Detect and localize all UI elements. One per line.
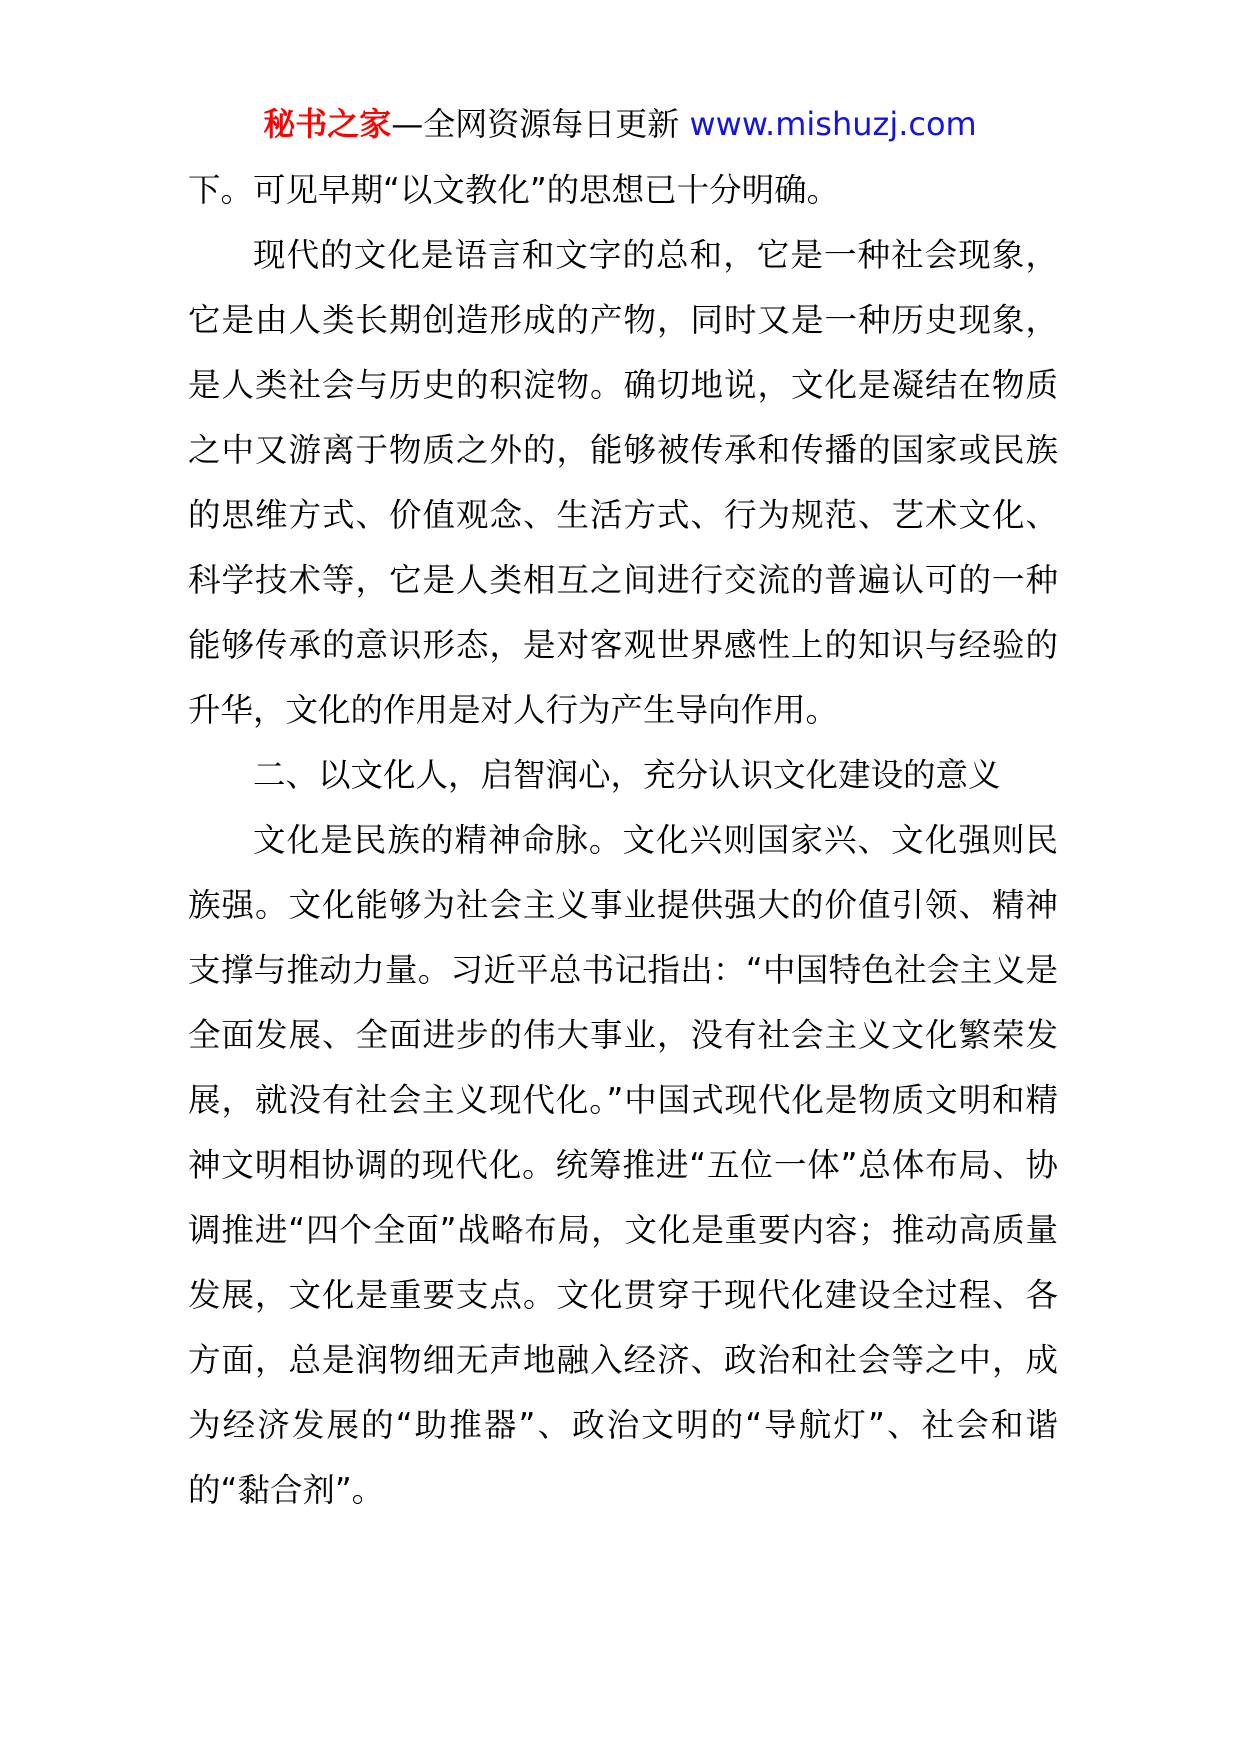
paragraph-continuation: 下。可见早期“以文教化”的思想已十分明确。 <box>188 171 840 209</box>
paragraph-culture-lifeline: 文化是民族的精神命脉。文化兴则国家兴、文化强则民族强。文化能够为社会主义事业提供强大的价值引领、精神支撑与推动力量。习近平总书记指出：“中国特色社会主义是全面发展、全面进步的伟大事业，没有社会主义文化繁荣发展，就没有社会主义现代化。”中国式现代化是物质文明和精神文明相协调的现代化。统筹推进“五位一体”总体布局、协调推进“四个全面”战略布局，文化是重要内容；推动高质量发展，文化是重要支点。文化贯穿于现代化建设全过程、各方面，总是润物细无声地融入经济、政治和社会等之中，成为经济发展的“助推器”、政治文明的“导航灯”、社会和谐的“黏合剂”。 <box>188 821 1058 1509</box>
header-brand: 秘书之家 <box>263 105 392 143</box>
section-heading: 二、以文化人，启智润心，充分认识文化建设的意义 <box>253 756 1001 794</box>
header-url-link[interactable]: www.mishuzj.com <box>689 105 977 143</box>
header-tagline: —全网资源每日更新 <box>391 105 680 143</box>
page-header <box>0 100 1240 148</box>
paragraph-modern-culture: 现代的文化是语言和文字的总和，它是一种社会现象，它是由人类长期创造形成的产物，同时又是一种历史现象，是人类社会与历史的积淀物。确切地说，文化是凝结在物质之中又游离于物质之外的，能够被传承和传播的国家或民族的思维方式、价值观念、生活方式、行为规范、艺术文化、科学技术等，它是人类相互之间进行交流的普遍认可的一种能够传承的意识形态，是对客观世界感性上的知识与经验的升华，文化的作用是对人行为产生导向作用。 <box>188 236 1058 729</box>
document-body <box>188 158 1058 1523</box>
